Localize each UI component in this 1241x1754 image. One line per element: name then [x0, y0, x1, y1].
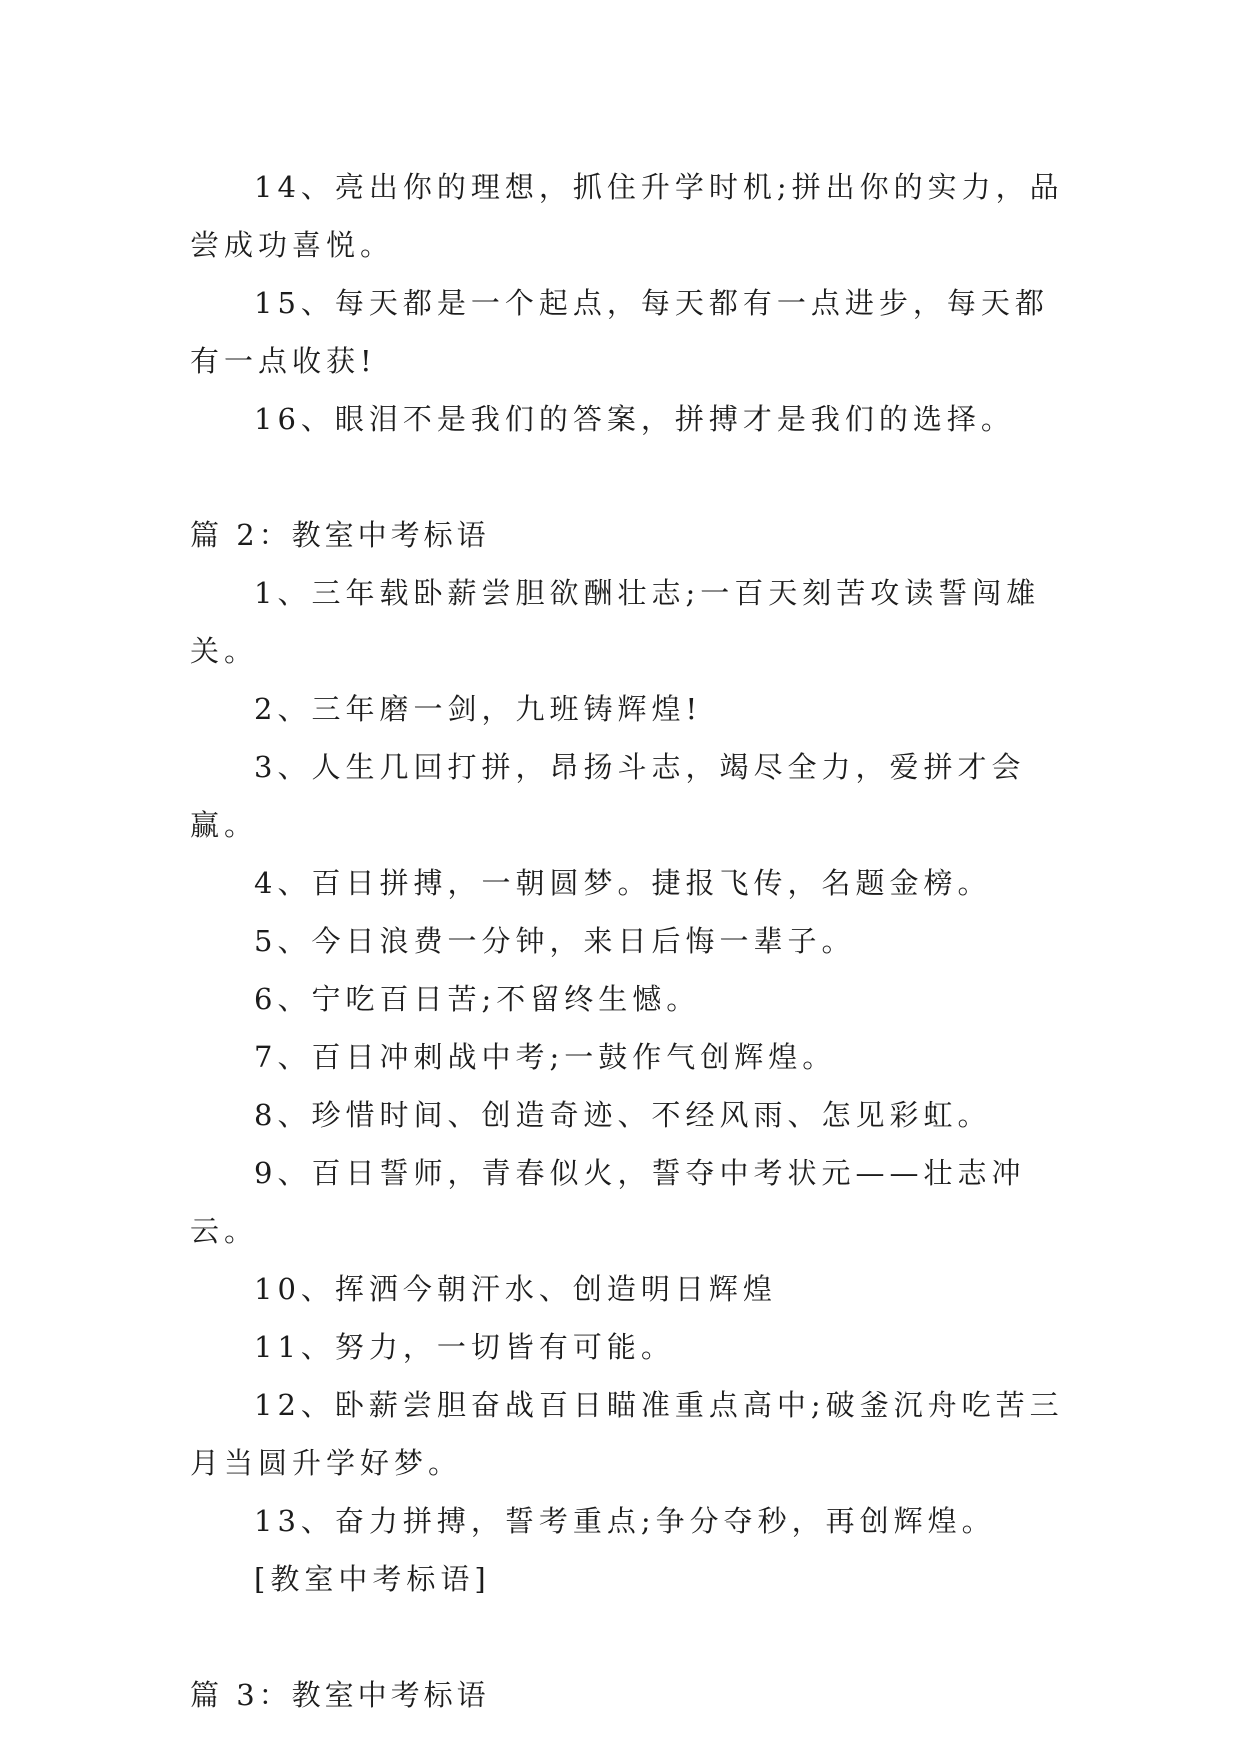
section-2-item-5: 5、今日浪费一分钟，来日后悔一辈子。 — [254, 924, 856, 958]
slogan-item-14: 14、亮出你的理想，抓住升学时机;拼出你的实力，品尝成功喜悦。 — [190, 170, 1064, 262]
section-2-item-9: 9、百日誓师，青春似火，誓夺中考状元——壮志冲云。 — [190, 1156, 1026, 1248]
section-2-item-7: 7、百日冲刺战中考;一鼓作气创辉煌。 — [254, 1040, 837, 1074]
section-3-heading: 篇 3：教室中考标语 — [190, 1678, 490, 1712]
section-2-item-11: 11、努力，一切皆有可能。 — [254, 1330, 675, 1364]
slogan-item-16: 16、眼泪不是我们的答案，拼搏才是我们的选择。 — [254, 402, 1015, 436]
section-2-item-3: 3、人生几回打拼，昂扬斗志，竭尽全力，爱拼才会赢。 — [190, 750, 1026, 842]
section-2-item-10: 10、挥洒今朝汗水、创造明日辉煌 — [254, 1272, 777, 1306]
document-body — [190, 158, 1070, 1724]
section-2-item-6: 6、宁吃百日苦;不留终生憾。 — [254, 982, 701, 1016]
section-2-heading: 篇 2：教室中考标语 — [190, 518, 490, 552]
section-2-item-13: 13、奋力拼搏，誓考重点;争分夺秒，再创辉煌。 — [254, 1504, 996, 1538]
section-2-item-2: 2、三年磨一剑，九班铸辉煌! — [254, 692, 703, 726]
slogan-item-15: 15、每天都是一个起点，每天都有一点进步，每天都有一点收获! — [190, 286, 1049, 378]
section-2-item-1: 1、三年载卧薪尝胆欲酬壮志;一百天刻苦攻读誓闯雄关。 — [190, 576, 1041, 668]
section-2-item-4: 4、百日拼搏，一朝圆梦。捷报飞传，名题金榜。 — [254, 866, 992, 900]
section-2-item-12: 12、卧薪尝胆奋战百日瞄准重点高中;破釜沉舟吃苦三月当圆升学好梦。 — [190, 1388, 1064, 1480]
section-2-item-8: 8、珍惜时间、创造奇迹、不经风雨、怎见彩虹。 — [254, 1098, 992, 1132]
section-2-note: [教室中考标语] — [254, 1562, 491, 1596]
